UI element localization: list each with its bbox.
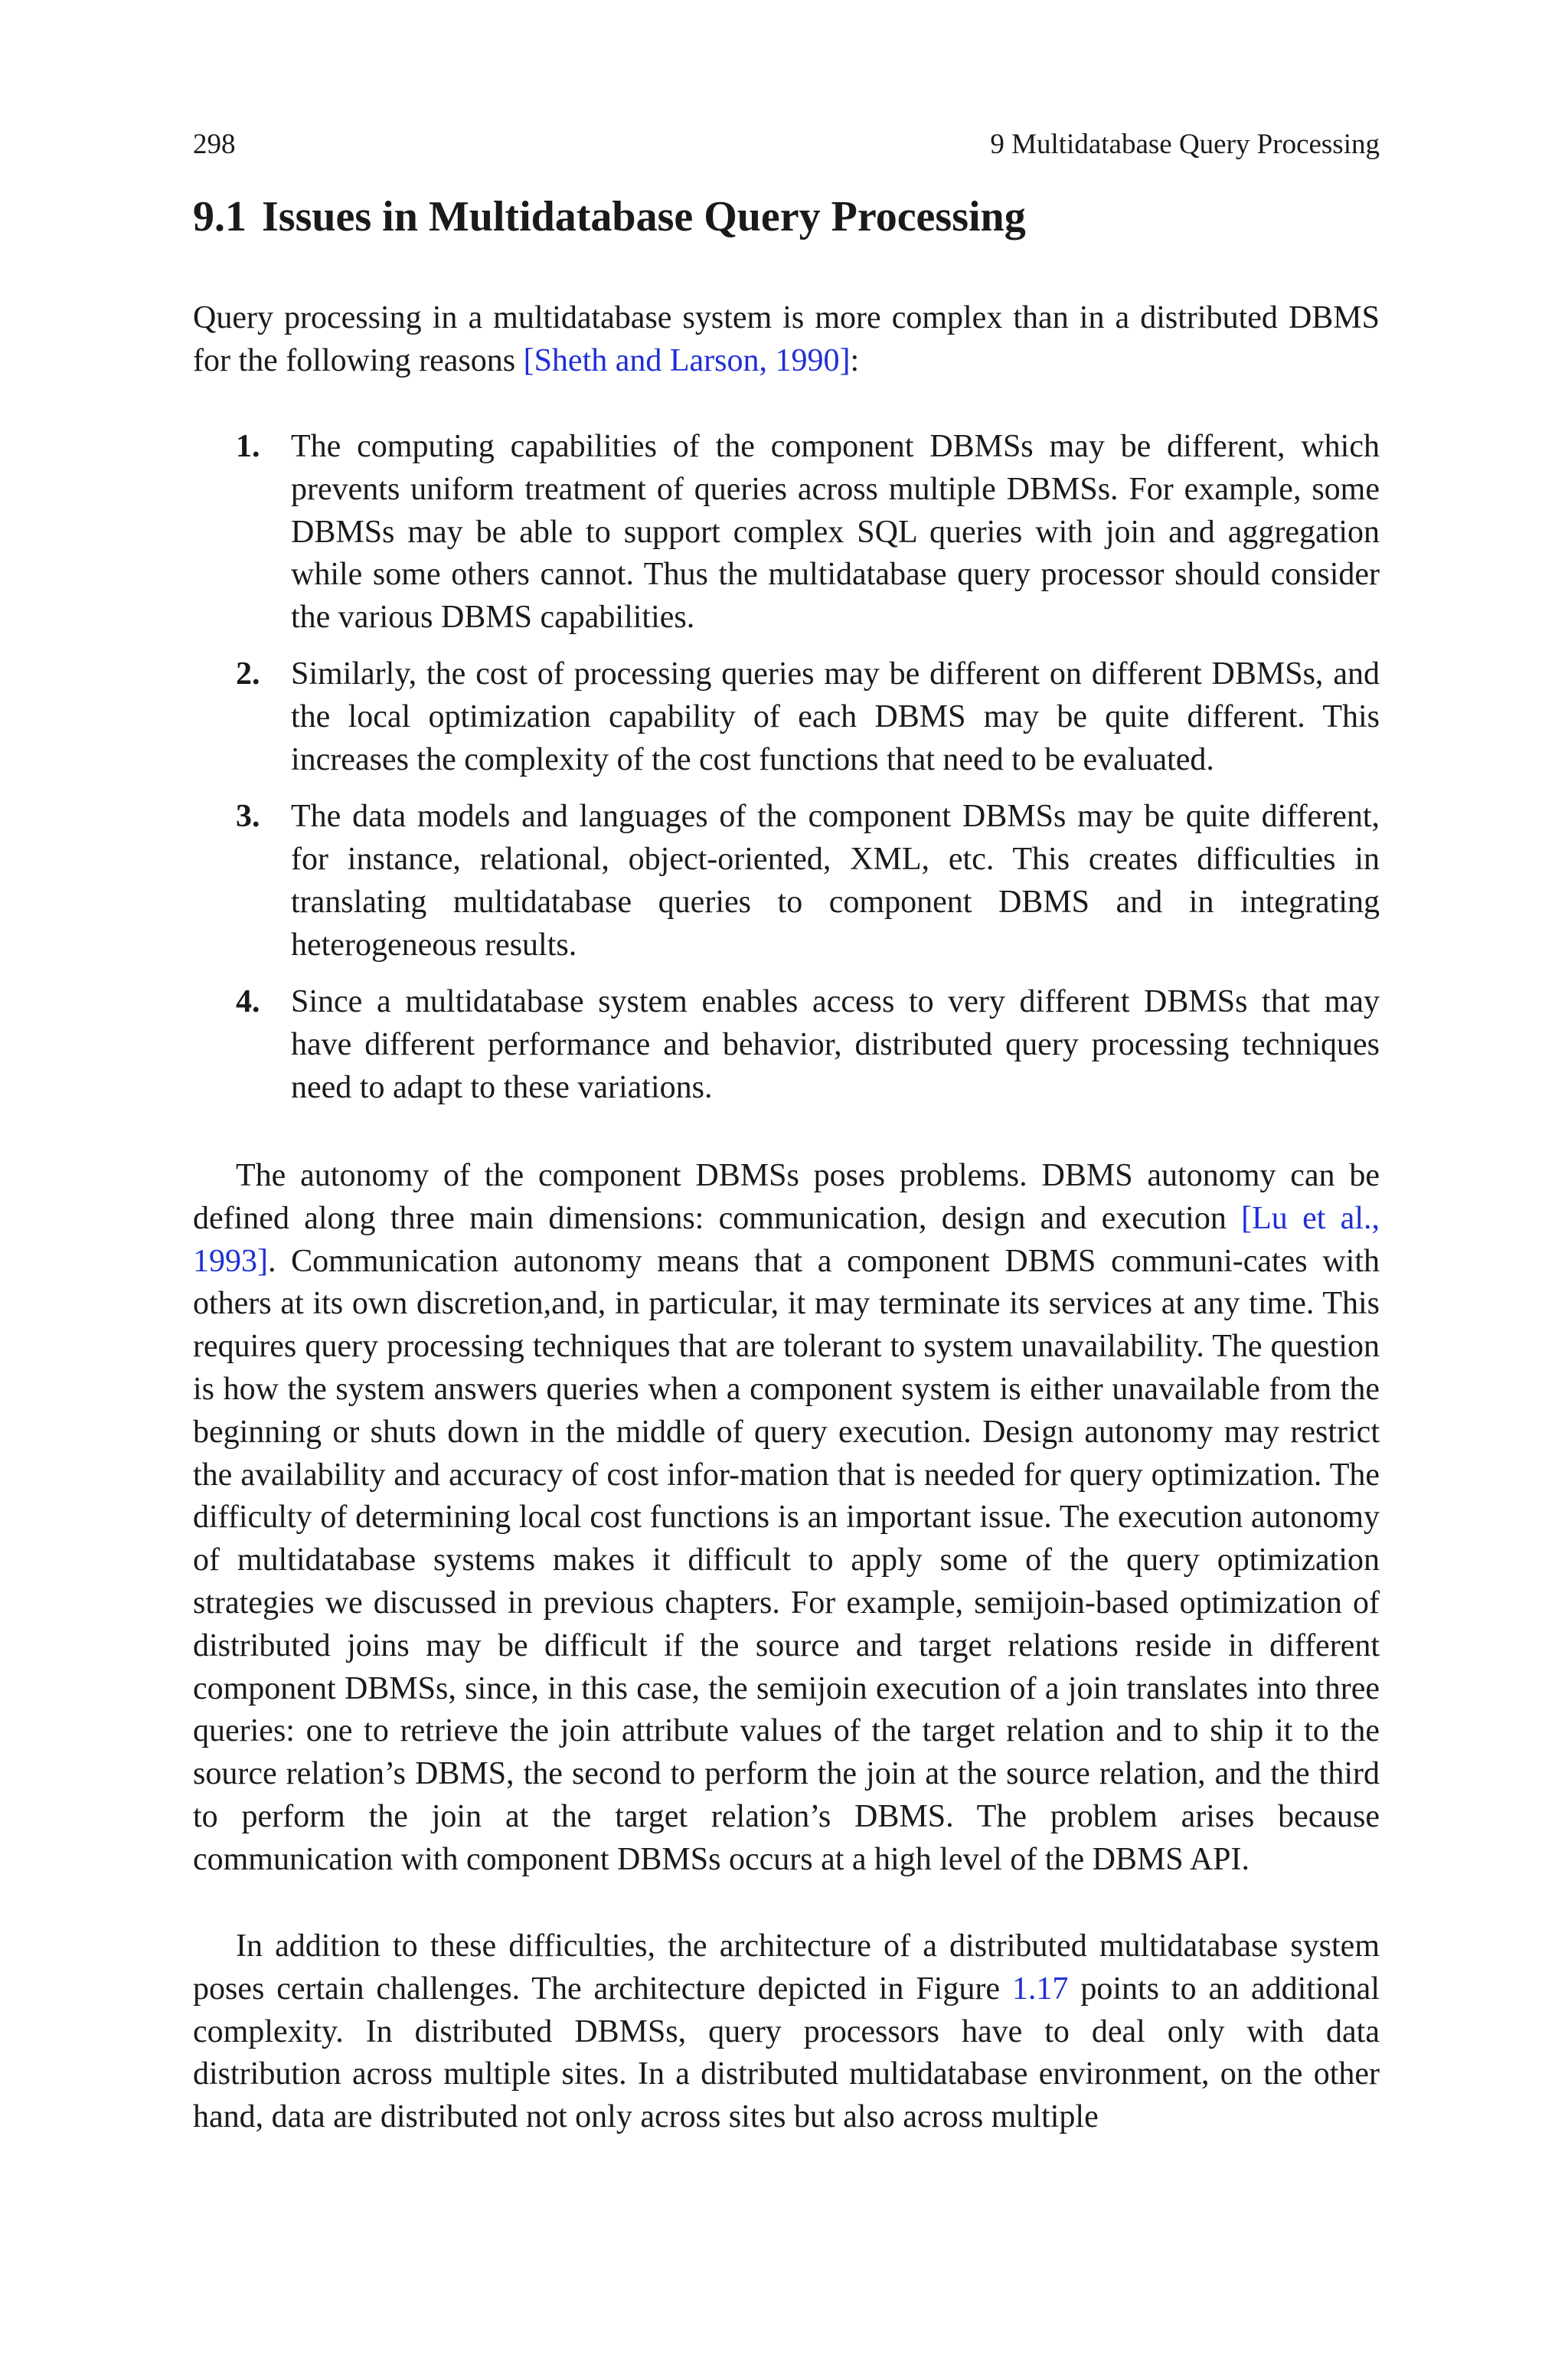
list-item — [236, 426, 1380, 639]
list-item-number: 3. — [236, 799, 260, 835]
list-item — [236, 796, 1380, 967]
list-item-text: Since a multidatabase system enables access to very different DBMSs that may have different performance and behavior, distributed query processing techniques need to adapt to these variations. — [291, 984, 1380, 1105]
running-head — [193, 126, 1380, 164]
intro-colon: : — [850, 342, 860, 378]
autonomy-text-rest: . Communication autonomy means that a component DBMS communi-cates with others at its own discretion,and, in particular, it may terminate its services at any time. This requires query processing techniques that are tolerant to system unavailability. The question is how the system answers queries when a component system is either unavailable from the beginning or shuts down in the middle of query execution. Design autonomy may restrict the availability and accuracy of cost infor-mation that is needed for query optimization. The difficulty of determining local cost functions is an important issue. The execution autonomy of multidatabase systems makes it difficult to apply some of the query optimization strategies we discussed in previous chapters. For example, semijoin-based optimization of distributed joins may be difficult if the source and target relations reside in different component DBMSs, since, in this case, the semijoin execution of a join translates into three queries: one to retrieve the join attribute values of the target relation and to ship it to the source relation’s DBMS, the second to perform the join at the source relation, and the third to perform the join at the target relation’s DBMS. The problem arises because communication with component DBMSs occurs at a high level of the DBMS API. — [193, 1243, 1380, 1877]
figure-reference-link[interactable]: 1.17 — [1011, 1971, 1069, 2007]
section-heading — [193, 190, 1026, 244]
list-item-number: 4. — [236, 984, 260, 1020]
intro-paragraph — [193, 297, 1380, 383]
section-number: 9.1 — [193, 193, 247, 240]
autonomy-text-start: The autonomy of the component DBMSs poses problems. DBMS autonomy can be defined along three main dimensions: communication, design and execution — [193, 1158, 1380, 1236]
autonomy-paragraph — [193, 1155, 1380, 1882]
citation-lu-link[interactable]: [Lu et al., 1993] — [193, 1200, 1380, 1279]
list-item-text: The data models and languages of the component DBMSs may be quite different, for instance, relational, object-oriented, XML, etc. This creates difficulties in translating multidatabase queries to component DBMS and in integrating heterogeneous results. — [291, 799, 1380, 963]
addition-paragraph — [193, 1925, 1380, 2139]
list-item — [236, 653, 1380, 781]
addition-text-start: In addition to these difficulties, the architecture of a distributed multidatabase system poses certain challenges. The architecture depicted in Figure — [193, 1928, 1380, 2007]
section-title: Issues in Multidatabase Query Processing — [262, 193, 1026, 240]
list-item-number: 1. — [236, 429, 260, 464]
reasons-list — [236, 426, 1380, 1124]
addition-text-rest: points to an additional complexity. In distributed DBMSs, query processors have to deal only with data distribution across multiple sites. In a distributed multidatabase environment, on the other hand, data are distributed not only across sites but also across multiple — [193, 1971, 1380, 2135]
chapter-title: 9 Multidatabase Query Processing — [990, 129, 1380, 160]
list-item — [236, 981, 1380, 1109]
citation-sheth-larson-link[interactable]: [Sheth and Larson, 1990] — [523, 342, 851, 378]
list-item-text: The computing capabilities of the component DBMSs may be different, which prevents uniform treatment of queries across multiple DBMSs. For example, some DBMSs may be able to support complex SQL queries with join and aggregation while some others cannot. Thus the multidatabase query processor should consider the various DBMS capabilities. — [291, 429, 1380, 636]
intro-text: Query processing in a multidatabase system is more complex than in a distributed DBMS for the following reasons — [193, 300, 1380, 378]
list-item-text: Similarly, the cost of processing queries may be different on different DBMSs, and the local optimization capability of each DBMS may be quite different. This increases the complexity of the cost functions that need to be evaluated. — [291, 656, 1380, 778]
page-number: 298 — [193, 129, 236, 160]
list-item-number: 2. — [236, 656, 260, 692]
